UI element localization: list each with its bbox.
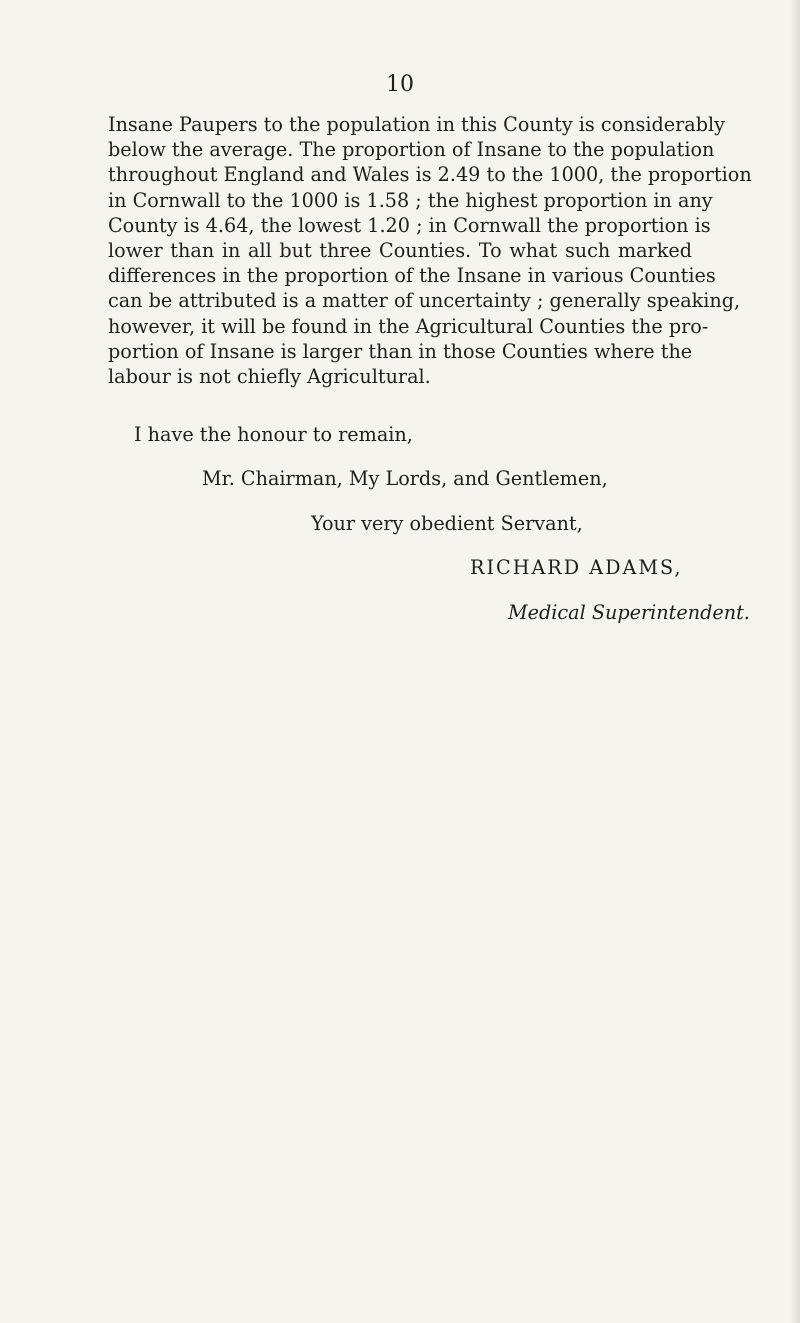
page-number: 10: [386, 72, 414, 97]
signature-title: Medical Superintendent.: [508, 601, 750, 624]
paragraph-line: however, it will be found in the Agricultural Counties the pro-: [108, 314, 709, 338]
signature-name: RICHARD ADAMS,: [470, 556, 683, 579]
paragraph-line: throughout England and Wales is 2.49 to the 1000, the proportion: [108, 163, 752, 187]
closing-remain: I have the honour to remain,: [134, 423, 413, 446]
paragraph-line: portion of Insane is larger than in those Counties where the: [108, 339, 693, 363]
paragraph-line: lower than in all but three Counties. To what such marked: [108, 239, 692, 263]
paragraph-line: labour is not chiefly Agricultural.: [108, 365, 431, 389]
paragraph-line: can be attributed is a matter of uncertainty ; generally speaking,: [108, 289, 741, 313]
page-edge-shadow: [790, 0, 800, 1323]
closing-servant: Your very obedient Servant,: [311, 512, 583, 535]
body-paragraph: [108, 112, 752, 389]
paragraph-line: County is 4.64, the lowest 1.20 ; in Cornwall the proportion is: [108, 213, 711, 237]
paragraph-line: below the average. The proportion of Insane to the population: [108, 138, 715, 162]
paragraph-line: in Cornwall to the 1000 is 1.58 ; the highest proportion in any: [108, 188, 713, 212]
closing-salutation: Mr. Chairman, My Lords, and Gentlemen,: [202, 467, 608, 490]
paragraph-line: differences in the proportion of the Insane in various Counties: [108, 264, 716, 288]
paragraph-line: Insane Paupers to the population in this County is considerably: [108, 113, 725, 136]
